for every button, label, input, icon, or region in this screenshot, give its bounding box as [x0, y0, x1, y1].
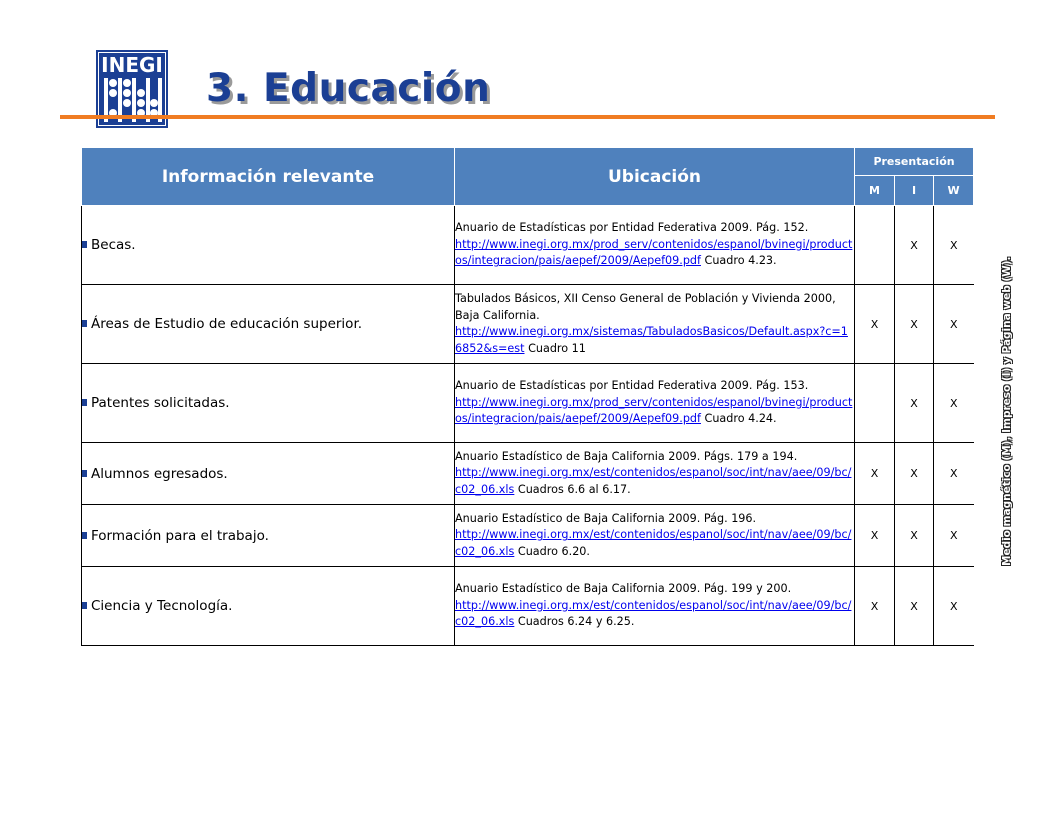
location-cell	[455, 443, 855, 505]
header-w: W	[934, 176, 974, 206]
info-label: Becas.	[91, 237, 136, 253]
source-text: Anuario Estadístico de Baja California 2009. Pág. 199 y 200.	[455, 582, 792, 596]
info-table	[81, 147, 974, 646]
info-cell	[82, 364, 455, 443]
header-m: M	[855, 176, 895, 206]
page-title: 3. Educación	[206, 66, 491, 111]
mark-i: X	[895, 567, 934, 646]
source-link[interactable]: http://www.inegi.org.mx/est/contenidos/espanol/soc/int/nav/aee/09/bc/c02_06.xls	[455, 598, 852, 629]
bullet-icon	[82, 241, 87, 248]
source-link[interactable]: http://www.inegi.org.mx/sistemas/TabuladosBasicos/Default.aspx?c=16852&s=est	[455, 325, 848, 355]
info-label: Áreas de Estudio de educación superior.	[91, 316, 363, 332]
source-text: Anuario Estadístico de Baja California 2009. Págs. 179 a 194.	[455, 449, 798, 463]
source-text: Anuario de Estadísticas por Entidad Federativa 2009. Pág. 153.	[455, 379, 809, 393]
info-label: Ciencia y Tecnología.	[91, 598, 233, 614]
table-row	[82, 505, 974, 567]
side-note: Medio magnético (M), Impreso (I) y Página web (W).	[1001, 256, 1013, 566]
table-reference: Cuadro 6.20.	[517, 544, 590, 558]
location-cell	[455, 567, 855, 646]
mark-m	[855, 206, 895, 285]
source-link[interactable]: http://www.inegi.org.mx/est/contenidos/espanol/soc/int/nav/aee/09/bc/c02_06.xls	[455, 466, 852, 496]
source-text: Anuario de Estadísticas por Entidad Federativa 2009. Pág. 152.	[455, 221, 809, 235]
location-cell	[455, 505, 855, 567]
mark-m: X	[855, 567, 895, 646]
header-presentation: Presentación	[855, 148, 974, 176]
info-cell	[82, 505, 455, 567]
mark-w: X	[934, 364, 974, 443]
info-cell	[82, 285, 455, 364]
source-text: Anuario Estadístico de Baja California 2009. Pág. 196.	[455, 511, 757, 525]
header-i: I	[895, 176, 934, 206]
mark-w: X	[934, 443, 974, 505]
source-link[interactable]: http://www.inegi.org.mx/prod_serv/contenidos/espanol/bvinegi/productos/integracion/pais/aepef/2009/Aepef09.pdf	[455, 395, 853, 426]
bullet-icon	[82, 532, 87, 539]
table-reference: Cuadro 4.24.	[704, 412, 777, 426]
mark-m	[855, 364, 895, 443]
table-reference: Cuadro 11	[528, 341, 586, 355]
info-cell	[82, 443, 455, 505]
mark-i: X	[895, 364, 934, 443]
table-row	[82, 285, 974, 364]
info-label: Alumnos egresados.	[91, 465, 228, 482]
mark-w: X	[934, 567, 974, 646]
location-cell	[455, 206, 855, 285]
table-row	[82, 206, 974, 285]
mark-m: X	[855, 443, 895, 505]
bullet-icon	[82, 399, 87, 406]
table-reference: Cuadros 6.24 y 6.25.	[517, 615, 635, 629]
header-divider	[60, 115, 995, 119]
info-cell	[82, 206, 455, 285]
mark-i: X	[895, 285, 934, 364]
mark-m: X	[855, 505, 895, 567]
info-cell	[82, 567, 455, 646]
table-row	[82, 443, 974, 505]
mark-i: X	[895, 443, 934, 505]
mark-i: X	[895, 505, 934, 567]
bullet-icon	[82, 470, 87, 477]
mark-w: X	[934, 285, 974, 364]
info-label: Formación para el trabajo.	[91, 527, 269, 544]
mark-w: X	[934, 206, 974, 285]
table-row	[82, 364, 974, 443]
header-info: Información relevante	[82, 148, 455, 206]
logo-text: INEGI	[101, 53, 163, 77]
header-location: Ubicación	[455, 148, 855, 206]
location-cell	[455, 285, 855, 364]
location-cell	[455, 364, 855, 443]
source-text: Tabulados Básicos, XII Censo General de Población y Vivienda 2000, Baja California.	[455, 292, 836, 322]
table-row	[82, 567, 974, 646]
table-reference: Cuadros 6.6 al 6.17.	[517, 482, 631, 496]
mark-i: X	[895, 206, 934, 285]
source-link[interactable]: http://www.inegi.org.mx/est/contenidos/espanol/soc/int/nav/aee/09/bc/c02_06.xls	[455, 528, 852, 558]
mark-w: X	[934, 505, 974, 567]
bullet-icon	[82, 602, 87, 609]
table-reference: Cuadro 4.23.	[704, 254, 777, 268]
bullet-icon	[82, 320, 87, 327]
source-link[interactable]: http://www.inegi.org.mx/prod_serv/contenidos/espanol/bvinegi/productos/integracion/pais/aepef/2009/Aepef09.pdf	[455, 237, 853, 268]
info-label: Patentes solicitadas.	[91, 395, 230, 411]
mark-m: X	[855, 285, 895, 364]
